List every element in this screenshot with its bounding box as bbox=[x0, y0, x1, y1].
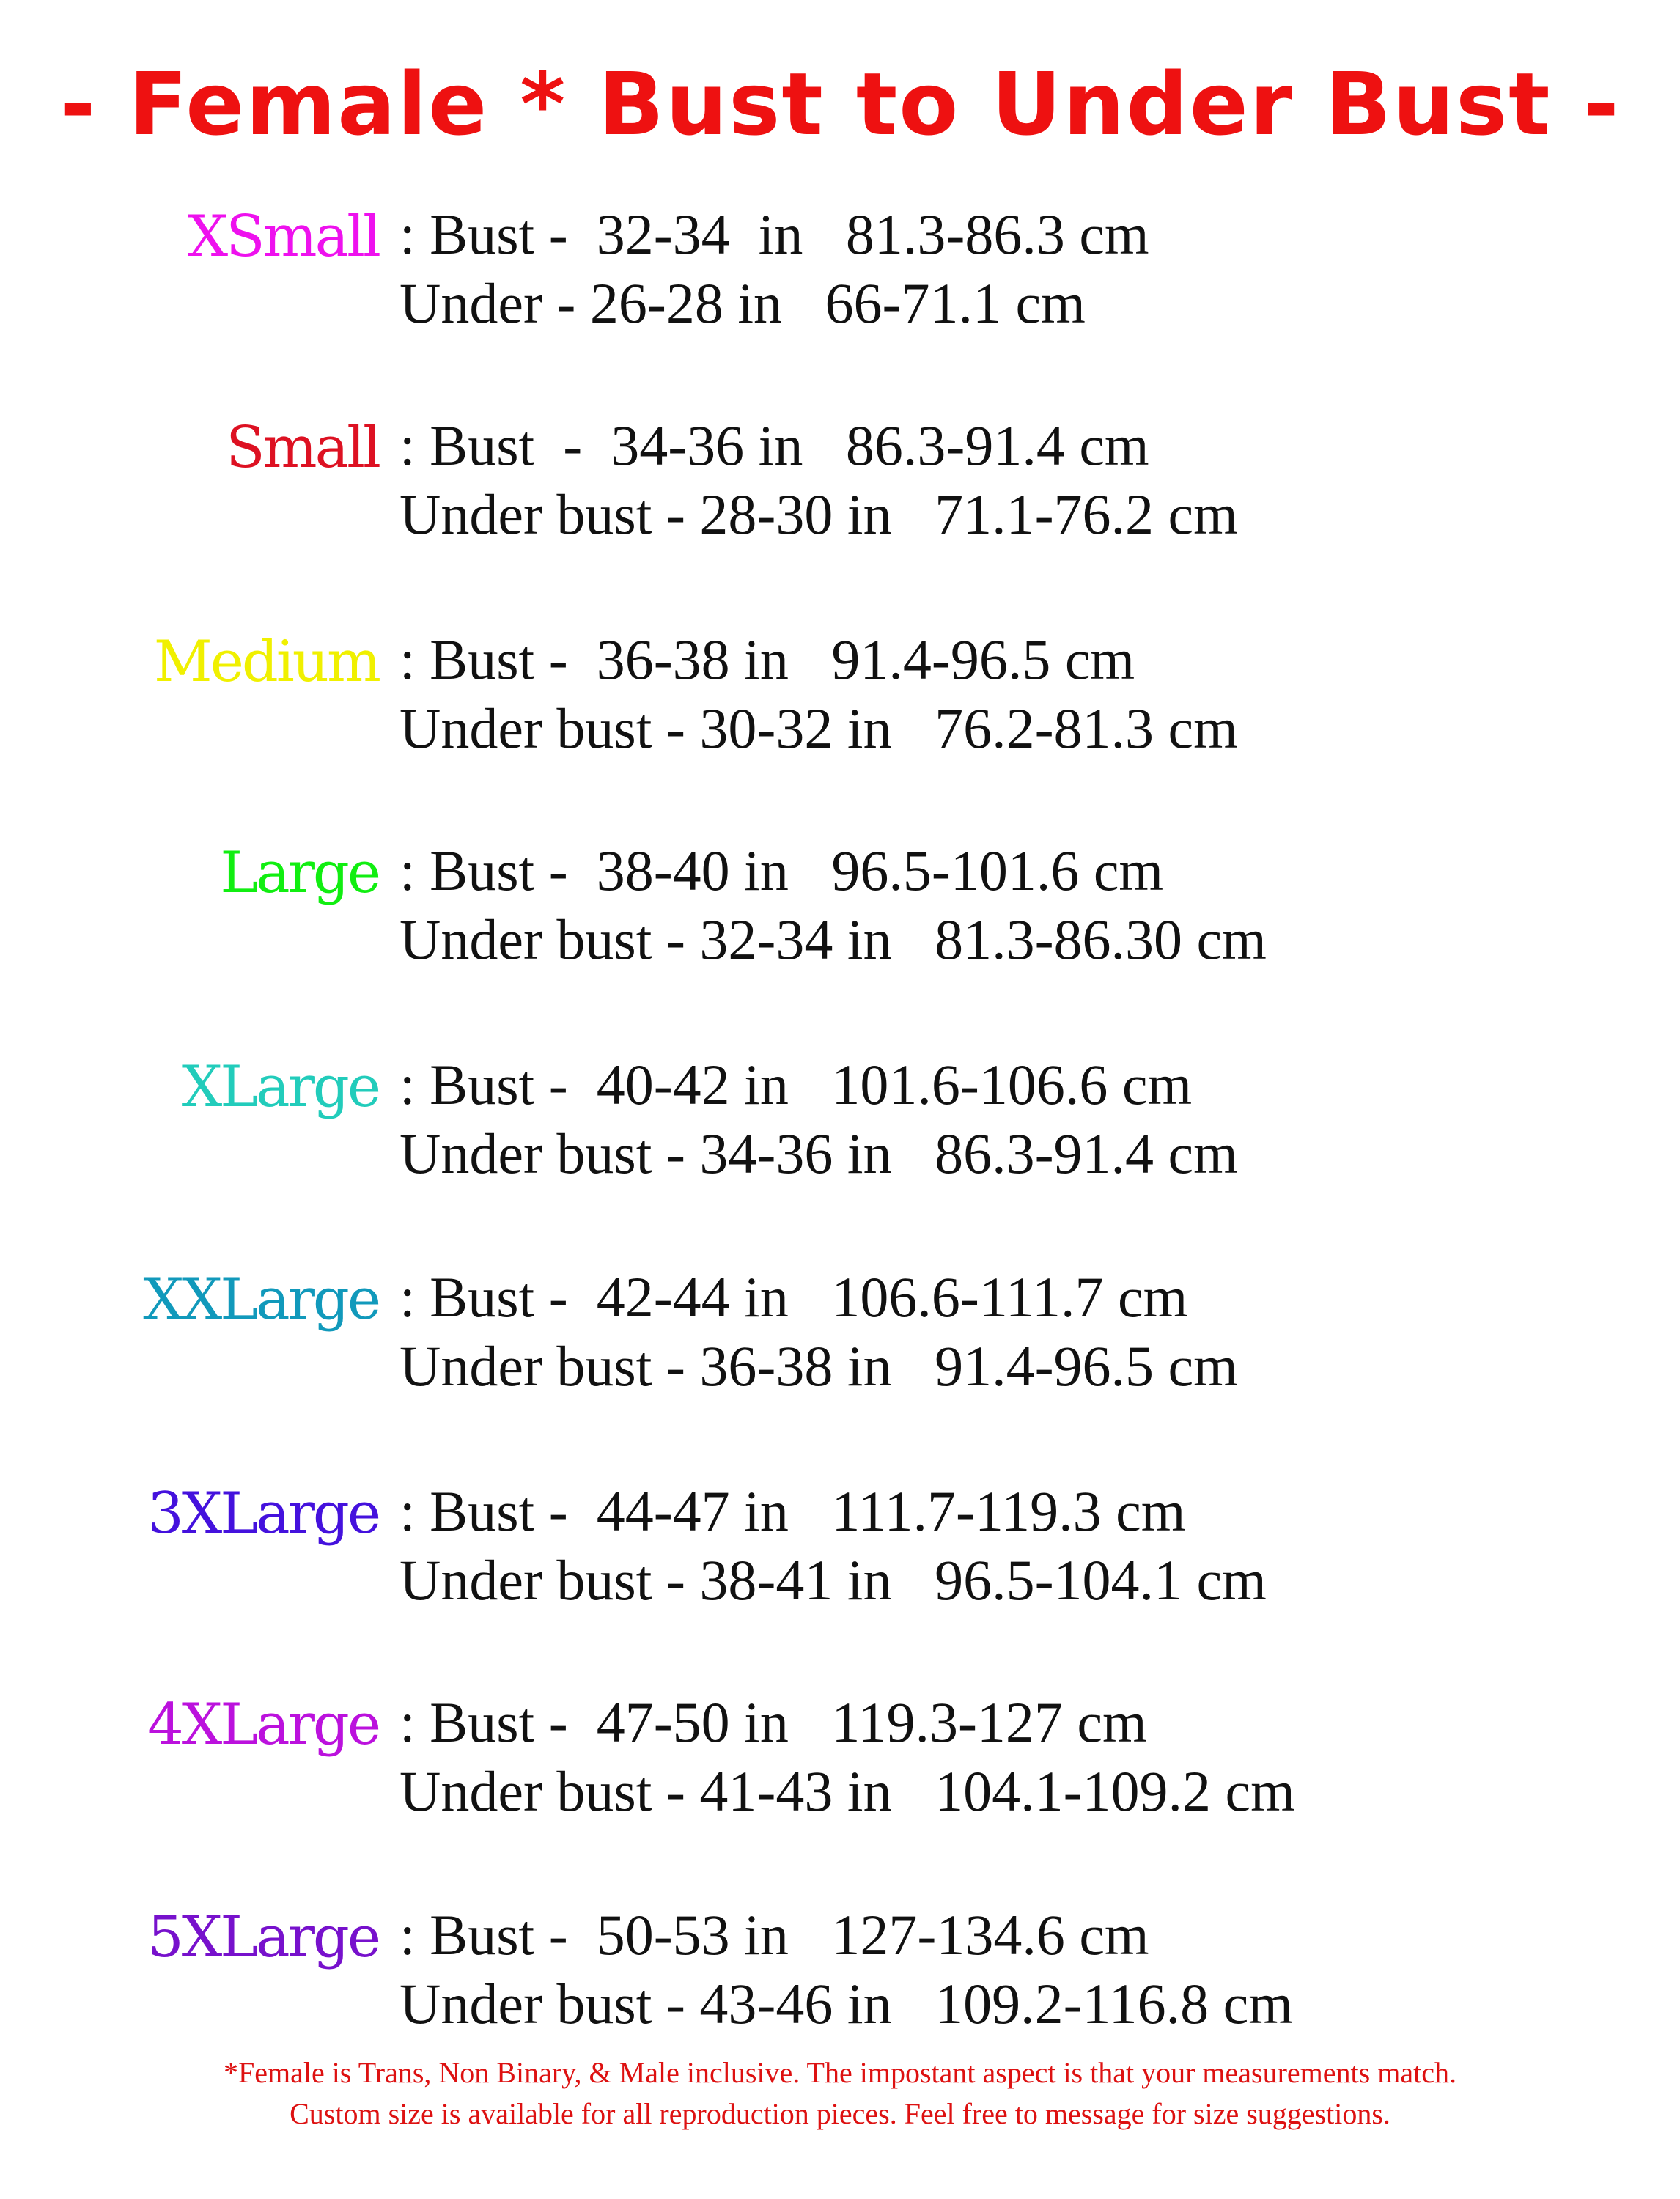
under-bust-measurement: Under bust - 41-43 in 104.1-109.2 cm bbox=[399, 1759, 1295, 1823]
bust-measurement: : Bust - 40-42 in 101.6-106.6 cm bbox=[399, 1053, 1193, 1116]
size-label: 3XLarge bbox=[147, 1481, 379, 1547]
size-label: Large bbox=[220, 840, 379, 906]
size-label: XXLarge bbox=[143, 1267, 379, 1333]
size-row-large bbox=[0, 833, 1680, 979]
size-row-3xlarge bbox=[0, 1473, 1680, 1620]
size-label: Small bbox=[226, 415, 379, 481]
bust-measurement: : Bust - 36-38 in 91.4-96.5 cm bbox=[399, 627, 1135, 691]
size-row-4xlarge bbox=[0, 1684, 1680, 1831]
size-row-xlarge bbox=[0, 1047, 1680, 1193]
under-bust-measurement: Under bust - 38-41 in 96.5-104.1 cm bbox=[399, 1548, 1267, 1612]
bust-measurement: : Bust - 38-40 in 96.5-101.6 cm bbox=[399, 839, 1164, 902]
page-title: - Female * Bust to Under Bust - bbox=[59, 54, 1621, 155]
size-label: 4XLarge bbox=[147, 1692, 379, 1758]
size-label: 5XLarge bbox=[147, 1904, 379, 1970]
size-row-xsmall bbox=[0, 196, 1680, 343]
under-bust-measurement: Under - 26-28 in 66-71.1 cm bbox=[399, 271, 1086, 335]
under-bust-measurement: Under bust - 28-30 in 71.1-76.2 cm bbox=[399, 482, 1238, 546]
size-label: XLarge bbox=[181, 1054, 379, 1120]
bust-measurement: : Bust - 32-34 in 81.3-86.3 cm bbox=[399, 202, 1149, 266]
footnote-line-1: *Female is Trans, Non Binary, & Male inclusive. The impostant aspect is that your measurements match. bbox=[224, 2056, 1456, 2089]
bust-measurement: : Bust - 44-47 in 111.7-119.3 cm bbox=[399, 1479, 1186, 1543]
size-row-medium bbox=[0, 622, 1680, 768]
under-bust-measurement: Under bust - 30-32 in 76.2-81.3 cm bbox=[399, 696, 1238, 760]
bust-measurement: : Bust - 34-36 in 86.3-91.4 cm bbox=[399, 413, 1149, 477]
bust-measurement: : Bust - 50-53 in 127-134.6 cm bbox=[399, 1903, 1149, 1967]
size-label: Medium bbox=[153, 629, 379, 695]
size-label: XSmall bbox=[187, 204, 379, 270]
under-bust-measurement: Under bust - 32-34 in 81.3-86.30 cm bbox=[399, 907, 1267, 971]
size-row-5xlarge bbox=[0, 1897, 1680, 2044]
bust-measurement: : Bust - 42-44 in 106.6-111.7 cm bbox=[399, 1265, 1188, 1329]
footnote-line-2: Custom size is available for all reproduction pieces. Feel free to message for size suggestions. bbox=[290, 2097, 1390, 2130]
bust-measurement: : Bust - 47-50 in 119.3-127 cm bbox=[399, 1690, 1147, 1754]
under-bust-measurement: Under bust - 43-46 in 109.2-116.8 cm bbox=[399, 1972, 1293, 2036]
size-row-xxlarge bbox=[0, 1259, 1680, 1406]
size-row-small bbox=[0, 408, 1680, 554]
under-bust-measurement: Under bust - 34-36 in 86.3-91.4 cm bbox=[399, 1121, 1238, 1185]
under-bust-measurement: Under bust - 36-38 in 91.4-96.5 cm bbox=[399, 1334, 1238, 1398]
